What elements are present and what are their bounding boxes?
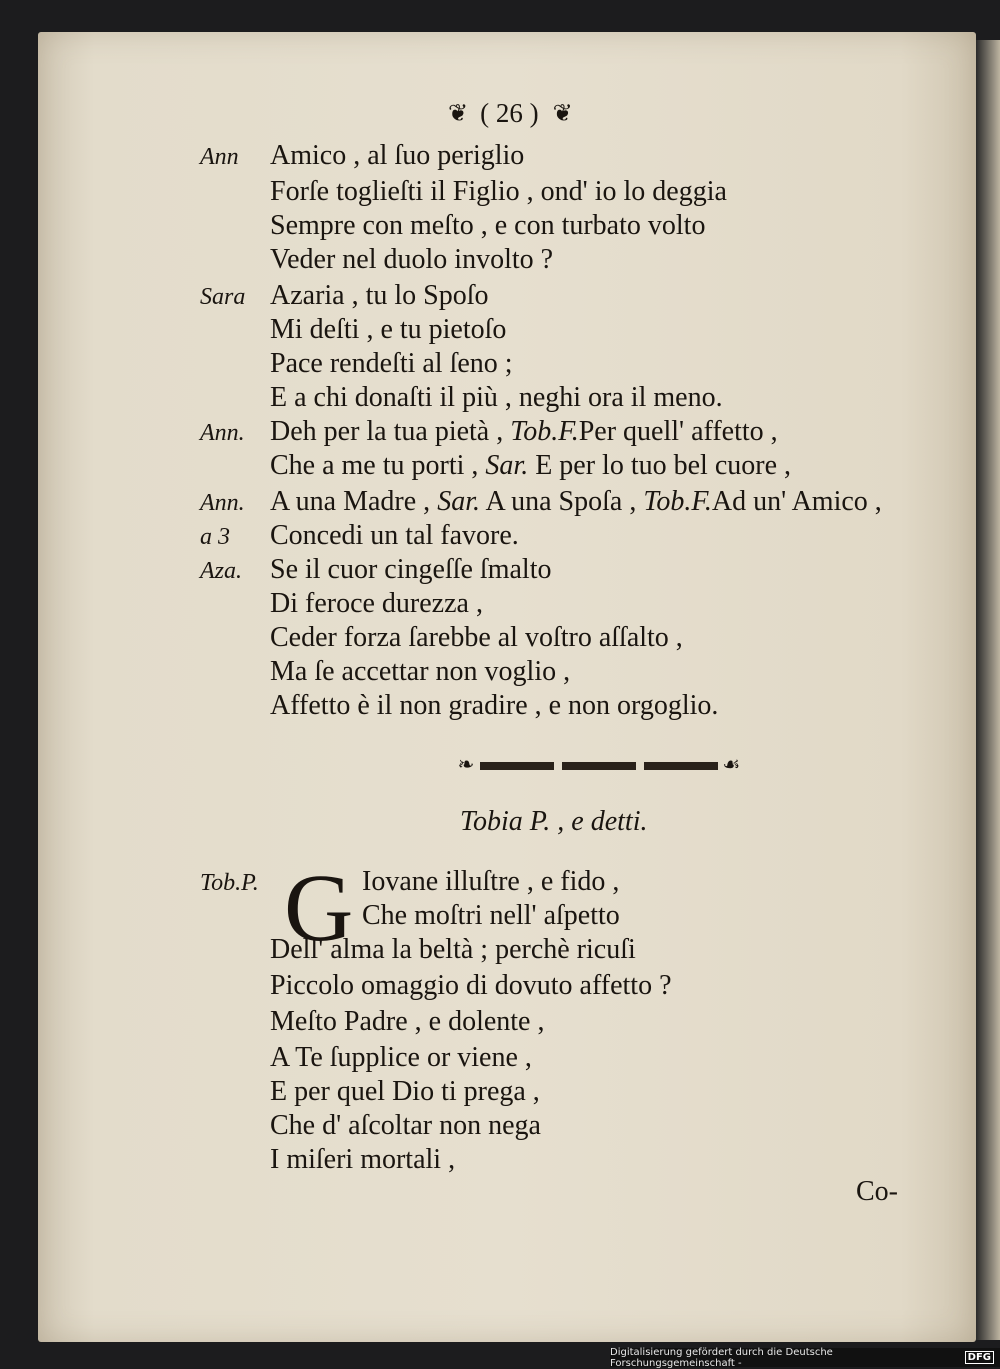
digitization-footer [610, 1348, 1000, 1367]
verse-line: Tob.P. Iovane illuſtre , e fido , [200, 866, 620, 897]
right-ornament: ❦ [552, 101, 571, 127]
verse-line: Aza. Se il cuor cingeſſe ſmalto [200, 554, 552, 585]
verse-line: Che a me tu porti , Sar. E per lo tuo bel cuore , [270, 450, 792, 481]
inline-speaker: Sar. [437, 486, 480, 517]
verse-line: Affetto è il non gradire , e non orgoglio. [270, 690, 719, 721]
dfg-logo: DFG [965, 1351, 994, 1364]
speaker-label: Tob.P. [200, 870, 259, 896]
verse-line: Che d' aſcoltar non nega [270, 1110, 541, 1141]
verse-line: E a chi donaſti il più , neghi ora il meno. [270, 382, 723, 413]
verse-line: I miſeri mortali , [270, 1144, 456, 1175]
speaker-label: Ann. [200, 490, 245, 516]
scene-heading: Tobia P. , e detti. [460, 806, 648, 837]
verse-line: Che moſtri nell' aſpetto [362, 900, 620, 931]
inline-speaker: Sar. [485, 450, 529, 481]
inline-speaker: Tob.F. [643, 486, 712, 517]
next-page-edge [976, 40, 1000, 1340]
verse-line: Sempre con meſto , e con turbato volto [270, 210, 706, 241]
speaker-label: Aza. [200, 558, 242, 584]
speaker-label: Sara [200, 284, 246, 310]
verse-line: Ann. Deh per la tua pietà , Tob.F.Per quell' affetto , [200, 416, 778, 447]
page-header [448, 98, 571, 129]
verse-line: E per quel Dio ti prega , [270, 1076, 540, 1107]
verse-line: a 3 Concedi un tal favore. [200, 520, 519, 551]
verse-line: Di feroce durezza , [270, 588, 483, 619]
verse-line: Dell' alma la beltà ; perchè ricuſi [270, 934, 636, 965]
verse-line: Meſto Padre , e dolente , [270, 1006, 545, 1037]
verse-line: Mi deſti , e tu pietoſo [270, 314, 507, 345]
catchword: Co- [856, 1176, 898, 1207]
verse-line: A Te ſupplice or viene , [270, 1042, 532, 1073]
left-ornament: ❦ [448, 101, 467, 127]
verse-line: Pace rendeſti al ſeno ; [270, 348, 513, 379]
verse-line: Ann. A una Madre , Sar. A una Spoſa , Tob.F.Ad un' Amico , [200, 486, 882, 517]
speaker-label: a 3 [200, 524, 230, 550]
drop-capital: G [284, 854, 354, 961]
verse-line: Forſe toglieſti il Figlio , ond' io lo deggia [270, 176, 727, 207]
verse-line: Piccolo omaggio di dovuto affetto ? [270, 970, 672, 1001]
inline-speaker: Tob.F. [510, 416, 579, 447]
speaker-label: Ann. [200, 420, 245, 446]
footer-text: Digitalisierung gefördert durch die Deutsche Forschungsgemeinschaft - [610, 1346, 833, 1369]
verse-line: Sara Azaria , tu lo Spoſo [200, 280, 489, 311]
speaker-label: Ann [200, 144, 239, 170]
verse-line: Ceder forza ſarebbe al voſtro aſſalto , [270, 622, 683, 653]
verse-line: Ma ſe accettar non voglio , [270, 656, 571, 687]
page-number: ( 26 ) [480, 98, 539, 128]
verse-line: Veder nel duolo involto ? [270, 244, 554, 275]
section-divider-ornament: ❧ ☙ [457, 752, 743, 776]
verse-line: Ann Amico , al ſuo periglio [200, 140, 525, 171]
